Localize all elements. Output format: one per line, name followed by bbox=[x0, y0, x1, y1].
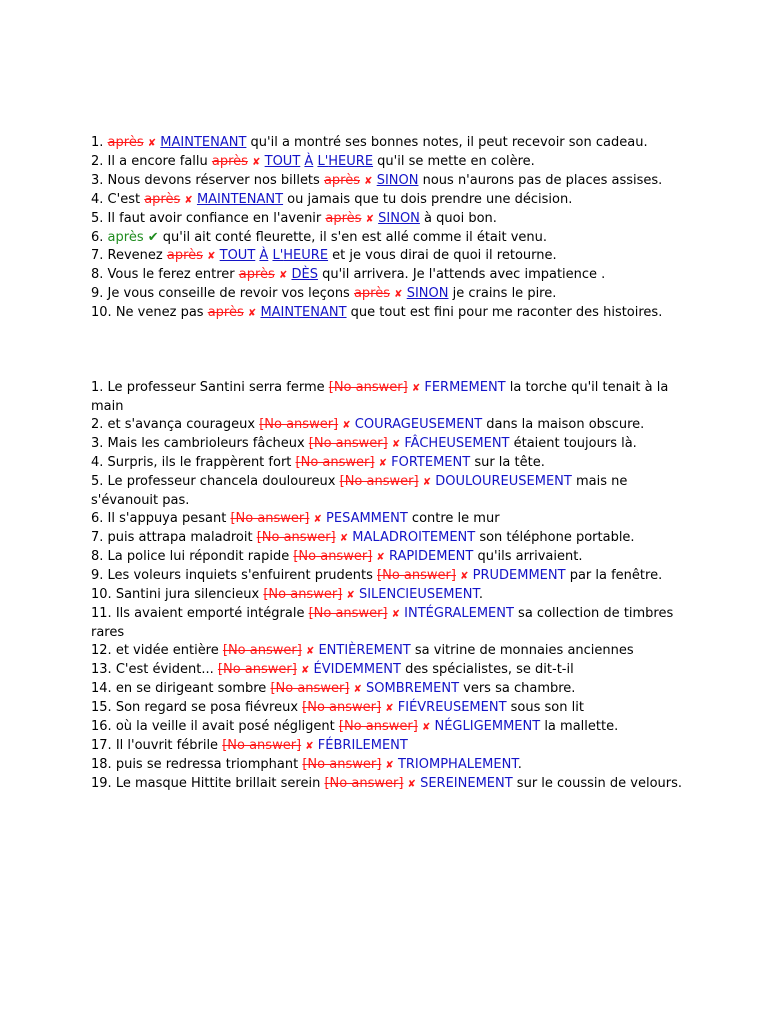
item-number: 13. bbox=[91, 662, 112, 677]
sentence-end: sa collection de timbres rares bbox=[91, 606, 674, 640]
given-answer-wrong: [No answer] bbox=[230, 511, 310, 526]
correct-answer-word: FERMEMENT bbox=[424, 380, 506, 395]
given-answer-correct: après bbox=[107, 230, 144, 245]
exercise-1-item bbox=[91, 304, 691, 323]
sentence-start: Ne venez pas bbox=[115, 305, 208, 320]
sentence-end: vers sa chambre. bbox=[459, 681, 576, 696]
correct-answer-word: À bbox=[259, 248, 269, 263]
cross-icon: ✘ bbox=[342, 420, 351, 431]
sentence-end: qu'il ait conté fleurette, il s'en est allé comme il était venu. bbox=[158, 230, 548, 245]
sentence-start: Il l'ouvrit fébrile bbox=[115, 738, 223, 753]
sentence-start: Nous devons réserver nos billets bbox=[107, 173, 324, 188]
correct-answer-word: MAINTENANT bbox=[196, 192, 284, 207]
cross-icon: ✘ bbox=[305, 646, 315, 657]
given-answer-wrong: [No answer] bbox=[217, 662, 297, 677]
given-answer-wrong: [No answer] bbox=[328, 380, 408, 395]
correct-answer-word: RAPIDEMENT bbox=[388, 549, 474, 564]
sentence-start: et vidée entière bbox=[115, 643, 223, 658]
sentence-end: sa vitrine de monnaies anciennes bbox=[410, 643, 634, 658]
cross-icon: ✘ bbox=[147, 138, 157, 149]
exercise-1-list bbox=[91, 134, 691, 323]
sentence-start: La police lui répondit rapide bbox=[107, 549, 294, 564]
cross-icon: ✘ bbox=[394, 289, 403, 300]
exercise-2-item bbox=[91, 567, 691, 586]
exercise-2-item bbox=[91, 586, 691, 605]
cross-icon: ✘ bbox=[364, 176, 373, 187]
cross-icon: ✘ bbox=[422, 477, 432, 488]
item-number: 2. bbox=[91, 417, 104, 432]
cross-icon: ✘ bbox=[385, 760, 394, 771]
correct-answer-word: FÉBRILEMENT bbox=[317, 738, 408, 753]
cross-icon: ✘ bbox=[421, 722, 431, 733]
item-number: 2. bbox=[91, 154, 104, 169]
exercise-2-item bbox=[91, 661, 691, 680]
item-number: 19. bbox=[91, 776, 112, 791]
sentence-end: qu'ils arrivaient. bbox=[473, 549, 583, 564]
correct-answer-word: HEURE bbox=[328, 154, 374, 169]
cross-icon: ✘ bbox=[391, 609, 401, 620]
given-answer-wrong: [No answer] bbox=[308, 436, 388, 451]
correct-answer-word: À bbox=[304, 154, 314, 169]
sentence-start: Les voleurs inquiets s'enfuirent prudents bbox=[107, 568, 378, 583]
item-number: 4. bbox=[91, 455, 104, 470]
correct-answer-word: L' bbox=[272, 248, 284, 263]
given-answer-wrong: [No answer] bbox=[338, 719, 418, 734]
cross-icon: ✘ bbox=[313, 514, 322, 525]
correct-answer-word: DOULOUREUSEMENT bbox=[435, 474, 572, 489]
sentence-end: la torche qu'il tenait à la main bbox=[91, 380, 669, 414]
exercise-2-item bbox=[91, 699, 691, 718]
sentence-start: Il faut avoir confiance en l'avenir bbox=[107, 211, 326, 226]
cross-icon: ✘ bbox=[353, 684, 362, 695]
correct-answer-word: SINON bbox=[406, 286, 449, 301]
sentence-start: Je vous conseille de revoir vos leçons bbox=[107, 286, 354, 301]
exercise-2-item bbox=[91, 529, 691, 548]
item-number: 8. bbox=[91, 267, 104, 282]
item-number: 12. bbox=[91, 643, 112, 658]
correct-answer-word: FÂCHEUSEMENT bbox=[404, 436, 510, 451]
given-answer-wrong: [No answer] bbox=[324, 776, 404, 791]
section-gap bbox=[91, 323, 691, 379]
given-answer-wrong: [No answer] bbox=[339, 474, 419, 489]
sentence-start: Son regard se posa fiévreux bbox=[115, 700, 303, 715]
document-page bbox=[91, 134, 691, 794]
sentence-end: et je vous dirai de quoi il retourne. bbox=[328, 248, 557, 263]
correct-answer-word: NÉGLIGEMMENT bbox=[434, 719, 541, 734]
exercise-1-item bbox=[91, 266, 691, 285]
sentence-start: puis se redressa triomphant bbox=[115, 757, 303, 772]
sentence-start: Revenez bbox=[107, 248, 167, 263]
cross-icon: ✘ bbox=[184, 195, 193, 206]
exercise-2-item bbox=[91, 454, 691, 473]
cross-icon: ✘ bbox=[252, 157, 261, 168]
sentence-start: Le professeur chancela douloureux bbox=[107, 474, 340, 489]
item-number: 1. bbox=[91, 380, 104, 395]
cross-icon: ✘ bbox=[460, 571, 469, 582]
correct-answer-word: ENTIÈREMENT bbox=[318, 643, 411, 658]
correct-answer-word: SILENCIEUSEMENT bbox=[358, 587, 479, 602]
correct-answer-word: ÉVIDEMMENT bbox=[313, 662, 401, 677]
cross-icon: ✘ bbox=[207, 251, 216, 262]
sentence-end: étaient toujours là. bbox=[509, 436, 637, 451]
sentence-start: C'est évident... bbox=[115, 662, 218, 677]
correct-answer-word: PESAMMENT bbox=[326, 511, 408, 526]
given-answer-wrong: [No answer] bbox=[295, 455, 375, 470]
item-number: 10. bbox=[91, 587, 112, 602]
correct-answer-word: MAINTENANT bbox=[160, 135, 247, 150]
sentence-end: je crains le pire. bbox=[448, 286, 557, 301]
sentence-end: à quoi bon. bbox=[419, 211, 497, 226]
correct-answer-word: HEURE bbox=[283, 248, 329, 263]
sentence-start: puis attrapa maladroit bbox=[107, 530, 257, 545]
cross-icon: ✘ bbox=[411, 383, 421, 394]
item-number: 15. bbox=[91, 700, 112, 715]
exercise-2-item bbox=[91, 379, 691, 416]
sentence-start: Il a encore fallu bbox=[107, 154, 212, 169]
item-number: 9. bbox=[91, 568, 104, 583]
given-answer-wrong: après bbox=[144, 192, 181, 207]
sentence-end: que tout est fini pour me raconter des histoires. bbox=[346, 305, 663, 320]
exercise-2-item bbox=[91, 473, 691, 510]
cross-icon: ✘ bbox=[247, 308, 257, 319]
item-number: 4. bbox=[91, 192, 104, 207]
exercise-2-item bbox=[91, 718, 691, 737]
correct-answer-word: MAINTENANT bbox=[260, 305, 347, 320]
exercise-2-item bbox=[91, 435, 691, 454]
correct-answer-word: SOMBREMENT bbox=[366, 681, 460, 696]
given-answer-wrong: [No answer] bbox=[293, 549, 373, 564]
item-number: 7. bbox=[91, 530, 104, 545]
cross-icon: ✘ bbox=[346, 590, 355, 601]
sentence-end: son téléphone portable. bbox=[475, 530, 635, 545]
given-answer-wrong: après bbox=[107, 135, 144, 150]
given-answer-wrong: [No answer] bbox=[256, 530, 336, 545]
sentence-start: Il s'appuya pesant bbox=[107, 511, 231, 526]
given-answer-wrong: [No answer] bbox=[222, 738, 302, 753]
sentence-end: qu'il arrivera. Je l'attends avec impatience . bbox=[317, 267, 606, 282]
given-answer-wrong: après bbox=[325, 211, 362, 226]
exercise-1-item bbox=[91, 191, 691, 210]
correct-answer-word: COURAGEUSEMENT bbox=[354, 417, 483, 432]
sentence-start: Vous le ferez entrer bbox=[107, 267, 239, 282]
exercise-2-item bbox=[91, 642, 691, 661]
sentence-start: Mais les cambrioleurs fâcheux bbox=[107, 436, 309, 451]
item-number: 5. bbox=[91, 474, 104, 489]
check-icon: ✔ bbox=[147, 230, 159, 245]
correct-answer-word: SINON bbox=[376, 173, 419, 188]
exercise-2-item bbox=[91, 737, 691, 756]
sentence-start: Santini jura silencieux bbox=[115, 587, 264, 602]
given-answer-wrong: après bbox=[238, 267, 275, 282]
item-number: 5. bbox=[91, 211, 104, 226]
sentence-end: nous n'aurons pas de places assises. bbox=[418, 173, 663, 188]
item-number: 17. bbox=[91, 738, 112, 753]
item-number: 7. bbox=[91, 248, 104, 263]
cross-icon: ✘ bbox=[378, 458, 387, 469]
cross-icon: ✘ bbox=[407, 779, 416, 790]
given-answer-wrong: après bbox=[166, 248, 203, 263]
cross-icon: ✘ bbox=[391, 439, 401, 450]
item-number: 3. bbox=[91, 436, 104, 451]
cross-icon: ✘ bbox=[339, 533, 349, 544]
correct-answer-word: TRIOMPHALEMENT bbox=[397, 757, 518, 772]
exercise-2-item bbox=[91, 605, 691, 642]
sentence-start: où la veille il avait posé négligent bbox=[115, 719, 339, 734]
sentence-end: mais ne s'évanouit pas. bbox=[91, 474, 628, 508]
sentence-end: . bbox=[478, 587, 484, 602]
sentence-start: en se dirigeant sombre bbox=[115, 681, 271, 696]
sentence-end: . bbox=[517, 757, 522, 772]
sentence-end: sur le coussin de velours. bbox=[512, 776, 683, 791]
item-number: 9. bbox=[91, 286, 104, 301]
sentence-end: sous son lit bbox=[506, 700, 584, 715]
exercise-2-item bbox=[91, 510, 691, 529]
exercise-1-item bbox=[91, 229, 691, 247]
correct-answer-word: SEREINEMENT bbox=[420, 776, 513, 791]
cross-icon: ✘ bbox=[305, 741, 314, 752]
given-answer-wrong: après bbox=[323, 173, 361, 188]
given-answer-wrong: [No answer] bbox=[259, 417, 339, 432]
item-number: 18. bbox=[91, 757, 112, 772]
exercise-2-item bbox=[91, 548, 691, 567]
sentence-end: contre le mur bbox=[407, 511, 500, 526]
sentence-end: dans la maison obscure. bbox=[482, 417, 645, 432]
sentence-end: la mallette. bbox=[540, 719, 619, 734]
exercise-2-item bbox=[91, 756, 691, 775]
item-number: 6. bbox=[91, 511, 104, 526]
sentence-end: sur la tête. bbox=[470, 455, 545, 470]
sentence-start: Le professeur Santini serra ferme bbox=[107, 380, 329, 395]
given-answer-wrong: [No answer] bbox=[302, 757, 382, 772]
correct-answer-word: FORTEMENT bbox=[391, 455, 471, 470]
exercise-2-item bbox=[91, 416, 691, 435]
sentence-end: qu'il a montré ses bonnes notes, il peut recevoir son cadeau. bbox=[246, 135, 648, 150]
correct-answer-word: MALADROITEMENT bbox=[352, 530, 476, 545]
item-number: 6. bbox=[91, 230, 104, 245]
item-number: 1. bbox=[91, 135, 104, 150]
exercise-1-item bbox=[91, 210, 691, 229]
cross-icon: ✘ bbox=[385, 703, 394, 714]
exercise-2-item bbox=[91, 775, 691, 794]
given-answer-wrong: [No answer] bbox=[270, 681, 350, 696]
sentence-start: Surpris, ils le frappèrent fort bbox=[107, 455, 296, 470]
correct-answer-word: L' bbox=[317, 154, 329, 169]
given-answer-wrong: après bbox=[353, 286, 391, 301]
sentence-start: C'est bbox=[107, 192, 145, 207]
sentence-end: des spécialistes, se dit-t-il bbox=[400, 662, 574, 677]
correct-answer-word: PRUDEMMENT bbox=[472, 568, 566, 583]
item-number: 14. bbox=[91, 681, 112, 696]
given-answer-wrong: [No answer] bbox=[302, 700, 382, 715]
sentence-start: Le masque Hittite brillait serein bbox=[115, 776, 325, 791]
given-answer-wrong: [No answer] bbox=[263, 587, 343, 602]
exercise-1-item bbox=[91, 285, 691, 304]
exercise-1-item bbox=[91, 153, 691, 172]
item-number: 3. bbox=[91, 173, 104, 188]
given-answer-wrong: [No answer] bbox=[222, 643, 302, 658]
given-answer-wrong: après bbox=[211, 154, 248, 169]
sentence-end: ou jamais que tu dois prendre une décision. bbox=[283, 192, 573, 207]
correct-answer-word: DÈS bbox=[291, 267, 318, 282]
item-number: 10. bbox=[91, 305, 112, 320]
sentence-end: par la fenêtre. bbox=[565, 568, 663, 583]
given-answer-wrong: [No answer] bbox=[308, 606, 388, 621]
correct-answer-word: TOUT bbox=[219, 248, 256, 263]
correct-answer-word: SINON bbox=[378, 211, 420, 226]
cross-icon: ✘ bbox=[278, 270, 288, 281]
correct-answer-word: INTÉGRALEMENT bbox=[404, 606, 514, 621]
given-answer-wrong: [No answer] bbox=[377, 568, 456, 583]
cross-icon: ✘ bbox=[376, 552, 385, 563]
exercise-2-item bbox=[91, 680, 691, 699]
cross-icon: ✘ bbox=[300, 665, 310, 676]
correct-answer-word: FIÉVREUSEMENT bbox=[397, 700, 507, 715]
item-number: 16. bbox=[91, 719, 112, 734]
cross-icon: ✘ bbox=[365, 214, 374, 225]
item-number: 11. bbox=[91, 606, 112, 621]
sentence-end: qu'il se mette en colère. bbox=[373, 154, 535, 169]
given-answer-wrong: après bbox=[207, 305, 244, 320]
exercise-1-item bbox=[91, 172, 691, 191]
exercise-2-list bbox=[91, 379, 691, 794]
sentence-start: et s'avança courageux bbox=[107, 417, 260, 432]
exercise-1-item bbox=[91, 134, 691, 153]
item-number: 8. bbox=[91, 549, 104, 564]
exercise-1-item bbox=[91, 247, 691, 266]
sentence-start: Ils avaient emporté intégrale bbox=[115, 606, 309, 621]
correct-answer-word: TOUT bbox=[264, 154, 301, 169]
